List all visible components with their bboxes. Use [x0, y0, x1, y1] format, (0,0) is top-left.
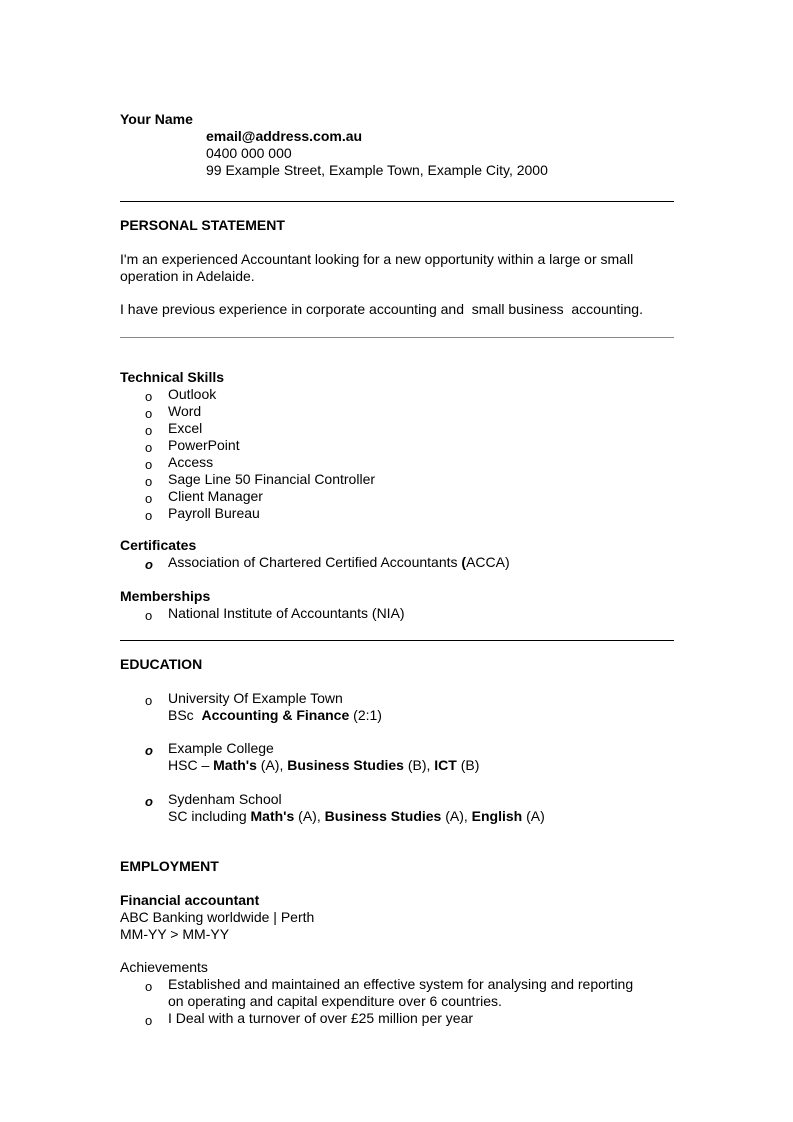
school-qualification: HSC – Math's (A), Business Studies (B), ICT (B): [168, 757, 480, 773]
divider: [120, 201, 674, 202]
skill-item: PowerPoint: [168, 437, 240, 453]
skill-item: Access: [168, 454, 214, 470]
achievement-item-continued: on operating and capital expenditure over 6 countries.: [168, 993, 502, 1009]
achievement-item: I Deal with a turnover of over £25 million per year: [168, 1010, 474, 1026]
bullet-icon: o: [145, 608, 153, 623]
technical-skills-heading: Technical Skills: [120, 369, 225, 385]
skill-item: Excel: [168, 420, 203, 436]
achievements-label: Achievements: [120, 959, 208, 975]
bullet-icon: o: [145, 743, 153, 758]
membership-item: National Institute of Accountants (NIA): [168, 605, 405, 621]
employment-heading: EMPLOYMENT: [120, 858, 219, 874]
school-qualification: SC including Math's (A), Business Studies (A), English (A): [168, 808, 545, 824]
street-address: 99 Example Street, Example Town, Example City, 2000: [206, 162, 548, 178]
bullet-icon: o: [145, 440, 153, 455]
bullet-icon: o: [145, 389, 153, 404]
bullet-icon: o: [145, 1013, 153, 1028]
divider: [120, 640, 674, 641]
bullet-icon: o: [145, 693, 153, 708]
certificate-item: Association of Chartered Certified Accountants (ACCA): [168, 554, 510, 570]
personal-statement-para-1: I'm an experienced Accountant looking for a new opportunity within a large or small operation in Adelaide.: [120, 251, 634, 284]
bullet-icon: o: [145, 508, 153, 523]
employment-dates: MM-YY > MM-YY: [120, 926, 230, 942]
bullet-icon: o: [145, 794, 153, 809]
company-name: ABC Banking worldwide | Perth: [120, 909, 315, 925]
bullet-icon: o: [145, 557, 153, 572]
bullet-icon: o: [145, 457, 153, 472]
skill-item: Outlook: [168, 386, 217, 402]
school-name: Sydenham School: [168, 791, 282, 807]
skill-item: Client Manager: [168, 488, 263, 504]
school-name: University Of Example Town: [168, 690, 343, 706]
skill-item: Word: [168, 403, 202, 419]
bullet-icon: o: [145, 423, 153, 438]
bullet-icon: o: [145, 979, 153, 994]
personal-statement-heading: PERSONAL STATEMENT: [120, 217, 285, 233]
memberships-heading: Memberships: [120, 588, 211, 604]
school-qualification: BSc Accounting & Finance (2:1): [168, 707, 382, 723]
bullet-icon: o: [145, 406, 153, 421]
certificates-heading: Certificates: [120, 537, 197, 553]
divider: [120, 337, 674, 338]
education-heading: EDUCATION: [120, 656, 203, 672]
achievement-item: Established and maintained an effective system for analysing and reporting: [168, 976, 634, 992]
school-name: Example College: [168, 740, 274, 756]
skill-item: Sage Line 50 Financial Controller: [168, 471, 376, 487]
personal-statement-para-2: I have previous experience in corporate accounting and small business accounting.: [120, 301, 643, 317]
phone-number: 0400 000 000: [206, 145, 292, 161]
bullet-icon: o: [145, 474, 153, 489]
candidate-name: Your Name: [120, 111, 193, 127]
email-address: email@address.com.au: [206, 128, 363, 144]
job-title: Financial accountant: [120, 892, 260, 908]
skill-item: Payroll Bureau: [168, 505, 260, 521]
bullet-icon: o: [145, 491, 153, 506]
